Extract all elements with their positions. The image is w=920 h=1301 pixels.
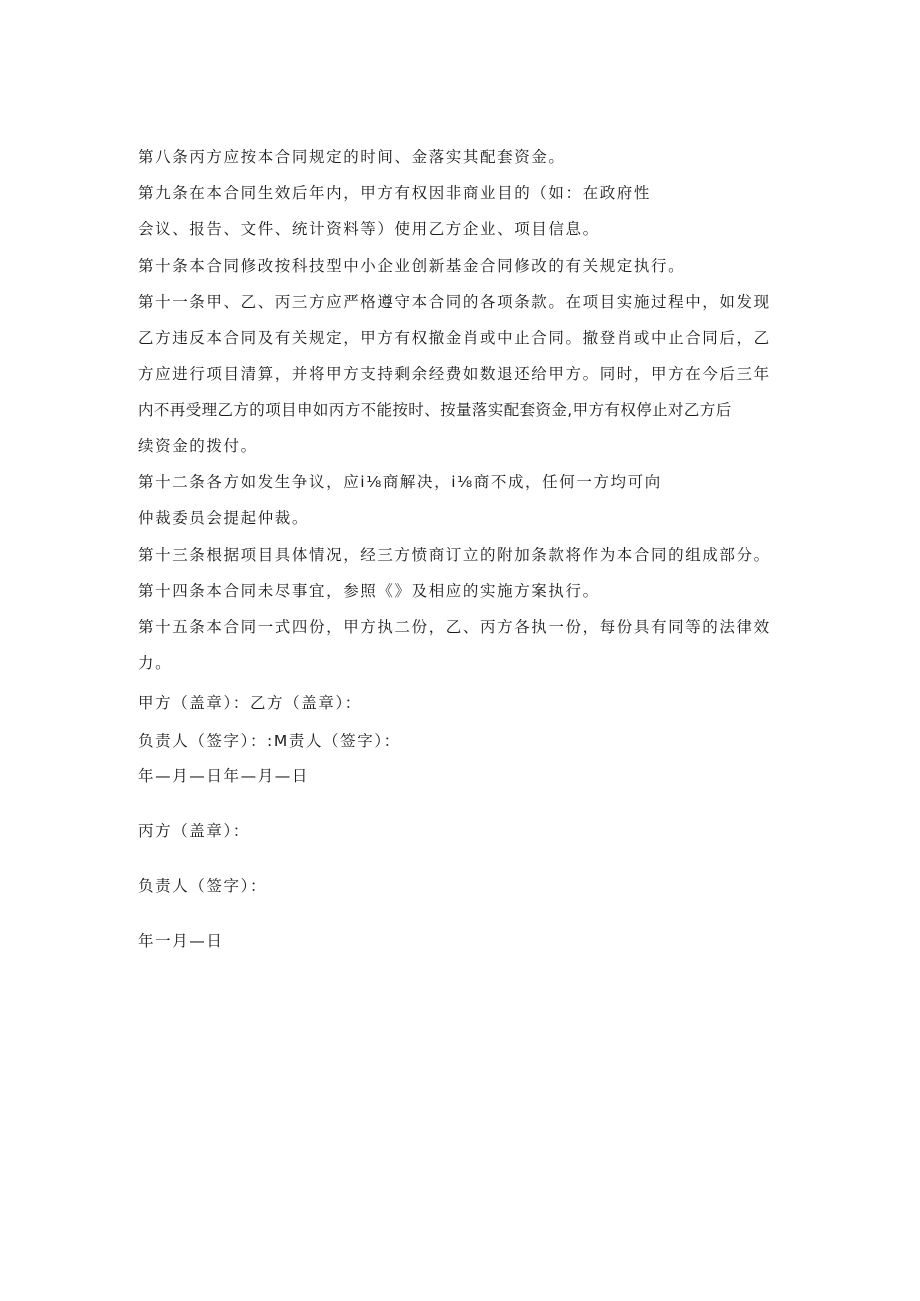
clause-12-line-2: 仲裁委员会提起仲裁。	[138, 509, 310, 527]
clause-11-line-2: 乙方违反本合同及有关规定，甲方有权撤金肖或中止合同。撤登肖或中止合同后，乙	[138, 329, 771, 347]
clause-9-line-1: 第九条在本合同生效后年内，甲方有权因非商业目的（如：在政府性	[138, 184, 652, 202]
clause-11-line-1: 第十一条甲、乙、丙三方应严格遵守本合同的各项条款。在项目实施过程中，如发现	[138, 293, 771, 311]
clause-15-line-2: 力。	[138, 654, 173, 672]
clause-11-line-3: 方应进行项目清算，并将甲方支持剩余经费如数退还给甲方。同时，甲方在今后三年	[138, 365, 771, 383]
clause-13: 第十三条根据项目具体情况，经三方愤商订立的附加条款将作为本合同的组成部分。	[138, 546, 771, 564]
party-c-signature: 负责人（签字）：	[138, 877, 268, 895]
clause-10: 第十条本合同修改按科技型中小企业创新基金合同修改的有关规定执行。	[138, 257, 686, 275]
party-a-b-date: 年—月—日年—月—日	[138, 767, 310, 785]
clause-12-line-1: 第十二条各方如发生争议，应i⅛商解决，i⅛商不成，任何一方均可向	[138, 473, 662, 491]
party-c-seal: 丙方（盖章）：	[138, 822, 250, 840]
party-c-date: 年一月—日	[138, 932, 224, 950]
clause-9-line-2: 会议、报告、文件、统计资料等）使用乙方企业、项目信息。	[138, 220, 600, 238]
party-a-b-seal: 甲方（盖章）：乙方（盖章）：	[138, 694, 362, 712]
party-a-b-signature: 负责人（签字）：:M责人（签字）：	[138, 732, 401, 750]
clause-11-line-5: 续资金的拨付。	[138, 437, 258, 455]
clause-11-line-4: 内不再受理乙方的项目申如丙方不能按时、按量落实配套资金,甲方有权停止对乙方后	[138, 401, 732, 419]
clause-8: 第八条丙方应按本合同规定的时间、金落实其配套资金。	[138, 148, 566, 166]
clause-14: 第十四条本合同未尽事宜，参照《》及相应的实施方案执行。	[138, 582, 600, 600]
clause-15-line-1: 第十五条本合同一式四份，甲方执二份，乙、丙方各执一份，每份具有同等的法律效	[138, 618, 771, 636]
